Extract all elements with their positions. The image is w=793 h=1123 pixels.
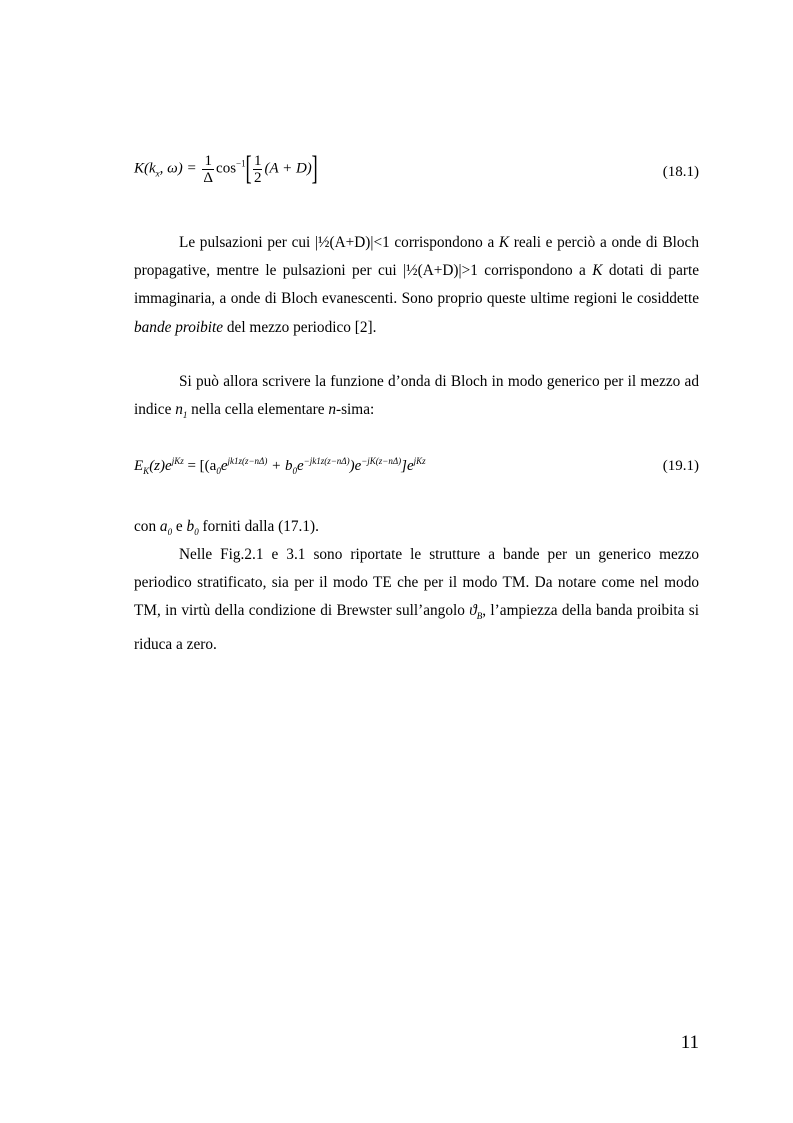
text: del mezzo periodico [2]. — [223, 318, 377, 336]
eq-sup: −1 — [236, 158, 246, 169]
eq-part: (z)e — [149, 458, 172, 474]
eq-fraction-2 — [253, 153, 263, 186]
subscript: 1 — [182, 410, 188, 421]
text: Le pulsazioni per cui |½(A+D)|<1 corrispondono a — [179, 234, 499, 251]
eq-lhs: K(k — [134, 160, 156, 177]
eq-part: + b — [267, 458, 293, 474]
text: e — [172, 518, 187, 535]
equation-19-1-body — [134, 456, 426, 476]
eq-part: E — [134, 458, 144, 474]
text: Si può allora scrivere la funzione d’onda di Bloch in modo generico per il mezzo ad indice — [134, 373, 699, 419]
italic-k: K — [498, 234, 510, 251]
eq-sup: −jK(z−nΔ) — [361, 456, 402, 466]
equation-number: (19.1) — [662, 458, 699, 474]
equation-18-1 — [134, 150, 699, 198]
italic-n: n — [328, 401, 336, 419]
subscript: B — [476, 611, 483, 622]
italic-b: b — [186, 518, 195, 535]
eq-sup: jk1z(z−nΔ) — [227, 456, 268, 466]
italic-term: bande proibite — [134, 318, 224, 336]
eq-sub: K — [143, 466, 150, 476]
text: Nelle Fig.2.1 e 3.1 sono riportate le strutture a bande per un generico mezzo periodico stratificato, sia per il modo TE che per il modo TM. Da notare come nel modo TM, in virtù della condizione di Brewster sull’angolo — [134, 546, 699, 620]
eq-sup: jKz — [171, 456, 184, 466]
eq-sup: −jk1z(z−nΔ) — [303, 456, 350, 466]
text: reali e perciò a onde di Bloch propagative, mentre le pulsazioni per cui |½(A+D)|>1 corrispondono a — [134, 234, 699, 280]
eq-sub: 0 — [216, 466, 221, 476]
paragraph-bloch-propagation — [134, 229, 699, 342]
text: forniti dalla (17.1). — [198, 518, 319, 535]
equation-19-1 — [134, 450, 699, 486]
subscript: 0 — [194, 527, 199, 538]
text: nella cella elementare — [187, 401, 329, 419]
text: , l’ampiezza della banda proibita si riduca a zero. — [134, 602, 699, 653]
eq-part: )e — [349, 458, 362, 474]
eq-part: e — [296, 458, 304, 474]
text: -sima: — [336, 401, 375, 419]
italic-a: a — [159, 518, 168, 535]
equation-number: (18.1) — [662, 164, 699, 180]
paragraph-bloch-wavefunction — [134, 368, 699, 429]
page-number: 11 — [680, 1032, 699, 1053]
left-bracket: [ — [245, 150, 252, 187]
eq-sup: jKz — [413, 456, 426, 466]
eq-part: = [(a — [183, 458, 217, 474]
eq-fraction-1 — [202, 153, 214, 186]
eq-part: ]e — [401, 458, 414, 474]
eq-inner: (A + D) — [264, 160, 312, 177]
text: con — [134, 518, 160, 535]
frac-num: 1 — [204, 152, 212, 169]
eq-sub: 0 — [292, 466, 297, 476]
eq-cos: cos — [216, 160, 237, 177]
right-bracket: ] — [311, 150, 318, 187]
italic-k: K — [592, 262, 603, 280]
frac-den: Δ — [203, 169, 214, 186]
eq-lhs-rest: , ω) = — [159, 160, 197, 177]
subscript: 0 — [167, 527, 173, 538]
frac-num: 1 — [253, 152, 262, 169]
italic-n: n — [175, 401, 183, 419]
eq-part: e — [220, 458, 228, 474]
equation-18-1-body — [134, 152, 317, 186]
italic-theta: ϑ — [469, 602, 477, 620]
eq-sub: x — [155, 168, 160, 179]
frac-den: 2 — [253, 169, 262, 186]
paragraph-band-structures — [134, 541, 699, 659]
text: dotati di parte immaginaria, a onde di Bloch evanescenti. Sono proprio queste ultime regioni le cosiddette — [134, 262, 700, 308]
